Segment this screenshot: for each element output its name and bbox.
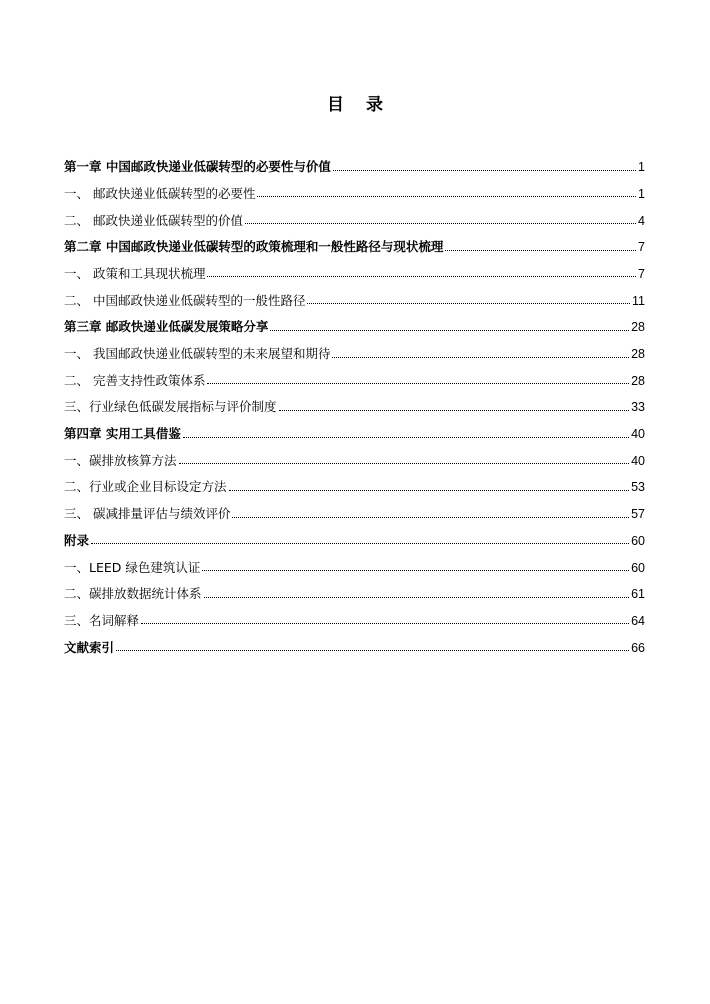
toc-section-entry[interactable]	[64, 281, 645, 308]
toc-page-number: 66	[631, 640, 645, 655]
table-of-contents	[64, 148, 645, 655]
toc-section-entry[interactable]	[64, 362, 645, 389]
dot-leader	[307, 303, 630, 304]
dot-leader	[179, 463, 630, 464]
dot-leader	[257, 196, 636, 197]
dot-leader	[445, 250, 636, 251]
toc-entry-label: 三、行业绿色低碳发展指标与评价制度	[64, 399, 277, 415]
toc-chapter-entry[interactable]	[64, 228, 645, 255]
dot-leader	[270, 330, 629, 331]
dot-leader	[245, 223, 636, 224]
toc-page-number: 33	[631, 400, 645, 415]
toc-page-number: 1	[638, 160, 645, 175]
toc-page-number: 40	[631, 453, 645, 468]
dot-leader	[204, 597, 630, 598]
toc-entry-label: 一、LEED 绿色建筑认证	[64, 559, 201, 575]
toc-entry-label: 二、行业或企业目标设定方法	[64, 479, 227, 495]
dot-leader	[279, 410, 630, 411]
title-part-1: 目	[327, 95, 344, 115]
dot-leader	[141, 623, 629, 624]
toc-page-number: 60	[631, 533, 645, 548]
toc-section-entry[interactable]	[64, 201, 645, 228]
toc-section-entry[interactable]	[64, 548, 645, 575]
dot-leader	[91, 543, 629, 544]
toc-page-number: 28	[631, 347, 645, 361]
toc-section-entry[interactable]	[64, 468, 645, 495]
toc-section-entry[interactable]	[64, 575, 645, 602]
toc-page-number: 57	[631, 507, 645, 522]
toc-section-entry[interactable]	[64, 255, 645, 282]
toc-entry-label: 第二章 中国邮政快递业低碳转型的政策梳理和一般性路径与现状梳理	[64, 239, 444, 255]
toc-entry-label: 第一章 中国邮政快递业低碳转型的必要性与价值	[64, 159, 331, 175]
toc-entry-label: 第三章 邮政快递业低碳发展策略分享	[64, 319, 269, 335]
toc-page-number: 28	[631, 373, 645, 388]
toc-page-number: 40	[631, 427, 645, 442]
toc-entry-label: 三、名词解释	[64, 612, 140, 628]
toc-entry-label: 一、 我国邮政快递业低碳转型的未来展望和期待	[64, 346, 331, 361]
toc-entry-label: 一、碳排放核算方法	[64, 452, 177, 468]
toc-entry-label: 一、 政策和工具现状梳理	[64, 265, 206, 281]
dot-leader	[207, 276, 636, 277]
toc-entry-label: 二、碳排放数据统计体系	[64, 586, 202, 602]
toc-entry-label: 附录	[64, 532, 90, 548]
toc-section-entry[interactable]	[64, 602, 645, 629]
dot-leader	[116, 650, 629, 651]
toc-entry-label: 二、 中国邮政快递业低碳转型的一般性路径	[64, 292, 306, 308]
dot-leader	[333, 170, 636, 171]
toc-page-number: 7	[638, 240, 645, 255]
toc-chapter-entry[interactable]	[64, 415, 645, 442]
toc-chapter-entry[interactable]	[64, 522, 645, 549]
toc-page-number: 64	[631, 613, 645, 628]
toc-entry-label: 二、 完善支持性政策体系	[64, 372, 206, 388]
toc-chapter-entry[interactable]	[64, 308, 645, 335]
toc-section-entry[interactable]	[64, 335, 645, 362]
title-part-2: 录	[366, 95, 383, 115]
toc-section-entry[interactable]	[64, 495, 645, 522]
toc-page-number: 60	[631, 560, 645, 575]
toc-section-entry[interactable]	[64, 388, 645, 415]
toc-page-number: 11	[632, 293, 645, 308]
page-title	[0, 90, 710, 115]
toc-page-number: 28	[631, 320, 645, 335]
toc-page-number: 4	[638, 213, 645, 228]
toc-entry-label: 三、 碳减排量评估与绩效评价	[64, 506, 231, 522]
toc-page-number: 61	[631, 587, 645, 602]
toc-page-number: 1	[638, 186, 645, 201]
dot-leader	[229, 490, 630, 491]
toc-entry-label: 一、 邮政快递业低碳转型的必要性	[64, 185, 256, 201]
dot-leader	[232, 517, 629, 518]
toc-section-entry[interactable]	[64, 175, 645, 202]
toc-page-number: 53	[631, 480, 645, 495]
toc-page-number: 7	[638, 266, 645, 281]
dot-leader	[332, 357, 629, 358]
dot-leader	[183, 437, 629, 438]
toc-entry-label: 文献索引	[64, 639, 115, 655]
dot-leader	[202, 570, 629, 571]
toc-chapter-entry[interactable]	[64, 628, 645, 655]
toc-section-entry[interactable]	[64, 442, 645, 469]
toc-entry-label: 第四章 实用工具借鉴	[64, 426, 181, 442]
toc-entry-label: 二、 邮政快递业低碳转型的价值	[64, 212, 243, 228]
toc-chapter-entry[interactable]	[64, 148, 645, 175]
dot-leader	[207, 383, 629, 384]
